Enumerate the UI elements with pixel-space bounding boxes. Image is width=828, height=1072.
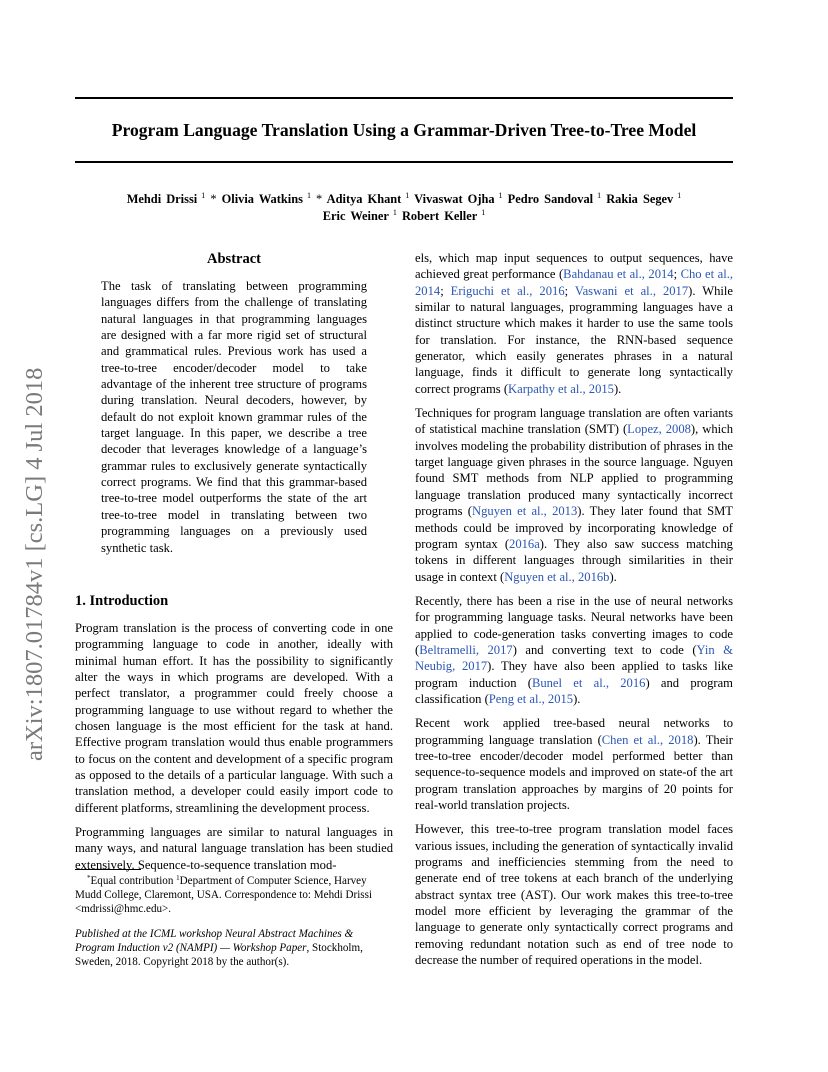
author-line-1 bbox=[75, 191, 733, 208]
citation-link[interactable]: Beltramelli, 2017 bbox=[419, 642, 513, 657]
citation-link[interactable]: Nguyen et al., 2016b bbox=[504, 569, 610, 584]
author-name: Mehdi Drissi $^1$ * bbox=[126, 191, 217, 206]
right-paragraph-2 bbox=[415, 405, 733, 585]
footnote-area bbox=[75, 869, 393, 969]
author-list bbox=[75, 191, 733, 225]
paper-title: Program Language Translation Using a Grammar-Driven Tree-to-Tree Model bbox=[111, 120, 697, 140]
abstract-text: The task of translating between programming languages differs from the challenge of translating natural languages in that programming languages are designed with a far more rigid set of structural and grammatical rules. Previous work has used a tree-to-tree encoder/decoder model to take advantage of the inherent tree structure of programs during translation. Neural decoders, however, by default do not exploit known grammar rules of the target language. In this paper, we describe a tree decoder that leverages knowledge of a language’s grammar rules to exclusively generate syntactically correct programs. We find that this grammar-based tree-to-tree model outperforms the state of the art tree-to-tree model in translating between two programming languages on a previously used synthetic task. bbox=[101, 279, 367, 555]
body-text: ). bbox=[613, 381, 622, 396]
publication-note: Published at the ICML workshop Neural Abstract Machines & Program Induction v2 (NAMPI) — Workshop Paper, Stockholm, Sweden, 2018. Copyright 2018 by the author(s). bbox=[75, 927, 363, 969]
body-text: ) and converting text to code ( bbox=[512, 642, 697, 657]
right-column bbox=[415, 250, 733, 976]
body-text: ; bbox=[564, 283, 575, 298]
author-name: Pedro Sandoval $^1$ bbox=[507, 191, 602, 206]
body-text: ). bbox=[609, 569, 617, 584]
footnote-affiliation: *Equal contribution $^1$Department of Computer Science, Harvey Mudd College, Claremont, USA. Correspondence to: Mehdi Drissi <mdrissi@hmc.edu>. bbox=[75, 874, 373, 916]
introduction-heading: 1. Introduction bbox=[75, 592, 169, 609]
citation-link[interactable]: Lopez, 2008 bbox=[627, 422, 691, 437]
body-text: ). While similar to natural languages, programming languages have a distinct structure which makes it harder to use the same tools for translation. For instance, the RNN-based sequence generator, which easily generates phrases in a natural language, finds it difficult to generate long syntactically correct programs ( bbox=[415, 283, 733, 396]
author-name: Olivia Watkins $^1$ * bbox=[221, 191, 323, 206]
right-paragraph-1 bbox=[415, 250, 733, 397]
arxiv-identifier-stamp: arXiv:1807.01784v1 [cs.LG] 4 Jul 2018 bbox=[21, 367, 48, 761]
citation-link[interactable]: Vaswani et al., 2017 bbox=[574, 283, 689, 298]
body-text: ). bbox=[573, 691, 581, 706]
citation-link[interactable]: Cho et al., 2014 bbox=[415, 267, 734, 298]
citation-link[interactable]: Nguyen et al., 2013 bbox=[472, 504, 578, 519]
citation-link[interactable]: Peng et al., 2015 bbox=[488, 691, 574, 706]
citation-link[interactable]: Yin & Neubig, 2017 bbox=[415, 642, 733, 674]
author-name: Vivaswat Ojha $^1$ bbox=[414, 191, 503, 206]
author-name: Eric Weiner $^1$ bbox=[322, 208, 397, 223]
body-text: ). They also saw success matching tokens in different languages through similarities in their usage in context ( bbox=[415, 536, 733, 584]
body-text: els, which map input sequences to output sequences, have achieved great performance ( bbox=[415, 251, 733, 282]
right-paragraph-5 bbox=[415, 821, 733, 968]
author-line-2 bbox=[75, 208, 733, 225]
abstract-heading: Abstract bbox=[207, 251, 261, 267]
title-rule-bottom bbox=[75, 161, 733, 163]
body-text: ). They later found that SMT methods could be improved by incorporating knowledge of program syntax ( bbox=[415, 504, 733, 551]
citation-link[interactable]: 2016a bbox=[509, 536, 540, 551]
body-text: Techniques for program language translation are often variants of statistical machine translation (SMT) ( bbox=[415, 406, 733, 437]
citation-link[interactable]: Bahdanau et al., 2014 bbox=[563, 267, 674, 282]
body-text: ; bbox=[673, 267, 681, 282]
body-text: Recently, there has been a rise in the use of neural networks for programming language tasks. Neural networks have been applied to code-generation tasks converting images to code ( bbox=[415, 593, 733, 657]
title-rule-top bbox=[75, 97, 733, 99]
body-text: ) and program classification ( bbox=[415, 675, 733, 706]
body-text: ). They have also been applied to tasks like program induction ( bbox=[415, 659, 733, 690]
author-name: Robert Keller $^1$ bbox=[401, 208, 486, 223]
body-text: However, this tree-to-tree program translation model faces various issues, including the generation of syntactically invalid programs and inefficiencies stemming from the need to generate end of tree tokens at each branch of the underlying abstract syntax tree (AST). Our work makes this tree-to-tree model more efficient by leveraging the grammar of the language to generate only syntactically correct programs and removing redundant notation such as end of tree node to decrease the number of required operations in the model. bbox=[415, 822, 733, 968]
intro-paragraph-2: Programming languages are similar to natural languages in many ways, and natural language translation has been studied extensively. Sequence-to-sequence translation mod- bbox=[75, 824, 393, 872]
citation-link[interactable]: Karpathy et al., 2015 bbox=[508, 381, 614, 396]
footnote-rule bbox=[75, 869, 141, 870]
citation-link[interactable]: Chen et al., 2018 bbox=[601, 732, 694, 747]
citation-link[interactable]: Bunel et al., 2016 bbox=[531, 675, 646, 690]
author-name: Rakia Segev $^1$ bbox=[606, 191, 682, 206]
right-paragraph-4 bbox=[415, 715, 733, 813]
intro-paragraph-1: Program translation is the process of converting code in one programming language to code in another, ideally with minimal human effort. It has the possibility to significantly alter the ways in which programs are developed. With a perfect translator, a programmer could freely choose a programming language to use without regard to whether the chosen language is the most efficient for the task at hand. Effective program translation would thus enable programmers to focus on the content and development of a specific program as opposed to the details of a particular language. With such a translation method, a developer could easily import code to different platforms, streamlining the development process. bbox=[75, 620, 393, 815]
body-text: ). Their tree-to-tree encoder/decoder model performed better than sequence-to-sequence models and improved on state-of the art program translation approaches by margins of 20 points for real-world translation projects. bbox=[415, 732, 733, 812]
body-text: Recent work applied tree-based neural networks to programming language translation ( bbox=[415, 716, 733, 747]
citation-link[interactable]: Eriguchi et al., 2016 bbox=[450, 283, 565, 298]
left-column bbox=[75, 250, 393, 881]
body-text: ), which involves modeling the probability distribution of phrases in the target language given phrases in the source language. Nguyen found SMT methods from NLP applied to programming language translation produced many syntactically incorrect programs ( bbox=[415, 422, 734, 519]
author-name: Aditya Khant $^1$ bbox=[326, 191, 410, 206]
body-text: ; bbox=[440, 283, 451, 298]
right-paragraph-3 bbox=[415, 593, 733, 707]
